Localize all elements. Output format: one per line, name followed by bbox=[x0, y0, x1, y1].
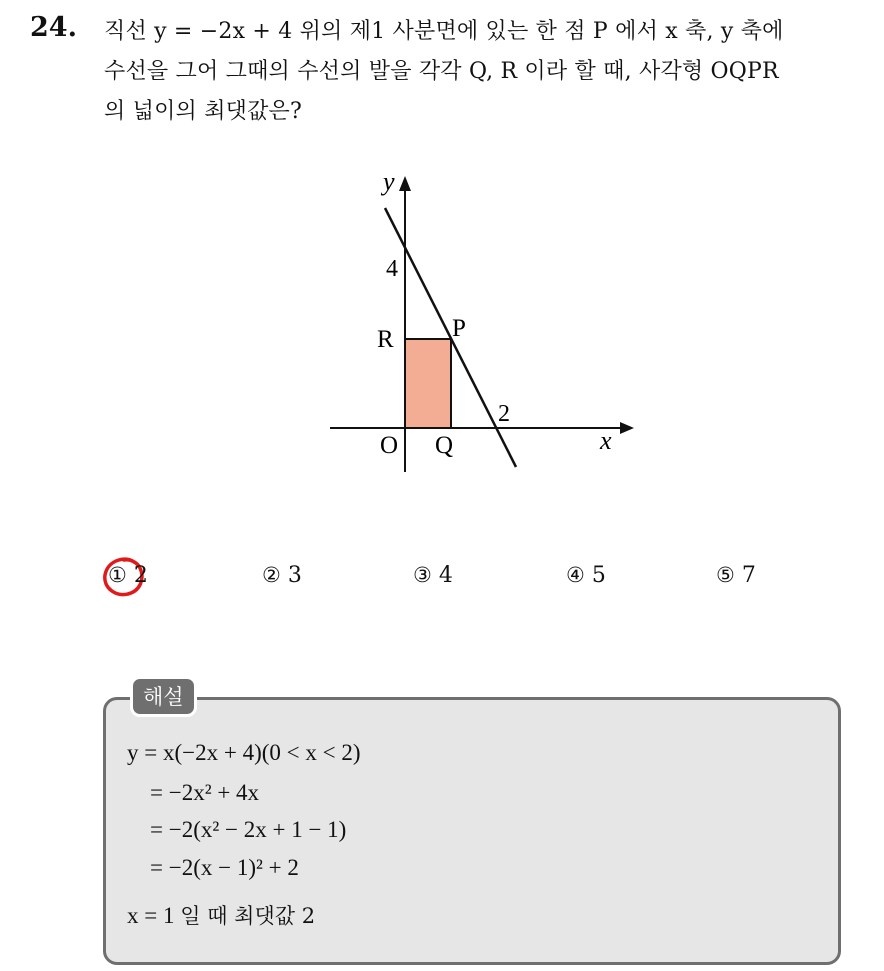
choice-mark: ① bbox=[108, 563, 127, 587]
x-axis-arrow-icon bbox=[620, 422, 634, 434]
solution-tag: 해설 bbox=[130, 676, 197, 717]
solution-conclusion-eq: x = 1 bbox=[127, 903, 175, 928]
solution-line-1: y = x(−2x + 4)(0 < x < 2) bbox=[127, 740, 361, 765]
y-axis-arrow-icon bbox=[399, 176, 411, 191]
label-p: P bbox=[452, 315, 466, 342]
label-2: 2 bbox=[498, 401, 510, 427]
label-r: R bbox=[377, 326, 394, 353]
solution-line-3: = −2(x² − 2x + 1 − 1) bbox=[150, 817, 347, 842]
choice-1[interactable] bbox=[108, 563, 148, 588]
label-x-axis: x bbox=[600, 426, 612, 455]
choice-value: 3 bbox=[287, 563, 302, 588]
solution-line-2: = −2x² + 4x bbox=[150, 780, 260, 805]
question-line-2: 수선을 그어 그때의 수선의 발을 각각 Q, R 이라 할 때, 사각형 OQPR bbox=[104, 59, 779, 84]
choice-mark: ④ bbox=[566, 563, 585, 587]
choice-value: 7 bbox=[741, 563, 756, 588]
choice-4[interactable] bbox=[566, 563, 606, 588]
choice-5[interactable] bbox=[716, 563, 756, 588]
label-4: 4 bbox=[386, 256, 398, 282]
choice-value: 2 bbox=[133, 563, 148, 588]
choice-value: 4 bbox=[438, 563, 453, 588]
choice-3[interactable] bbox=[413, 563, 453, 588]
question-line-3: 의 넓이의 최댓값은? bbox=[104, 99, 302, 124]
choice-mark: ③ bbox=[413, 563, 432, 587]
question-line-1: 직선 y = −2x + 4 위의 제1 사분면에 있는 한 점 P 에서 x 축, y 축에 bbox=[104, 19, 784, 44]
label-y-axis: y bbox=[383, 167, 395, 196]
choice-mark: ⑤ bbox=[716, 563, 735, 587]
problem-number: 24. bbox=[30, 12, 77, 43]
choice-mark: ② bbox=[262, 563, 281, 587]
solution-conclusion-text: 일 때 최댓값 2 bbox=[180, 904, 316, 928]
choice-2[interactable] bbox=[262, 563, 302, 588]
rectangle-oqpr bbox=[405, 339, 451, 428]
label-o: O bbox=[380, 432, 399, 459]
choice-value: 5 bbox=[591, 563, 606, 588]
solution-line-5 bbox=[127, 900, 315, 930]
label-q: Q bbox=[435, 432, 454, 459]
solution-line-4: = −2(x − 1)² + 2 bbox=[150, 855, 299, 880]
